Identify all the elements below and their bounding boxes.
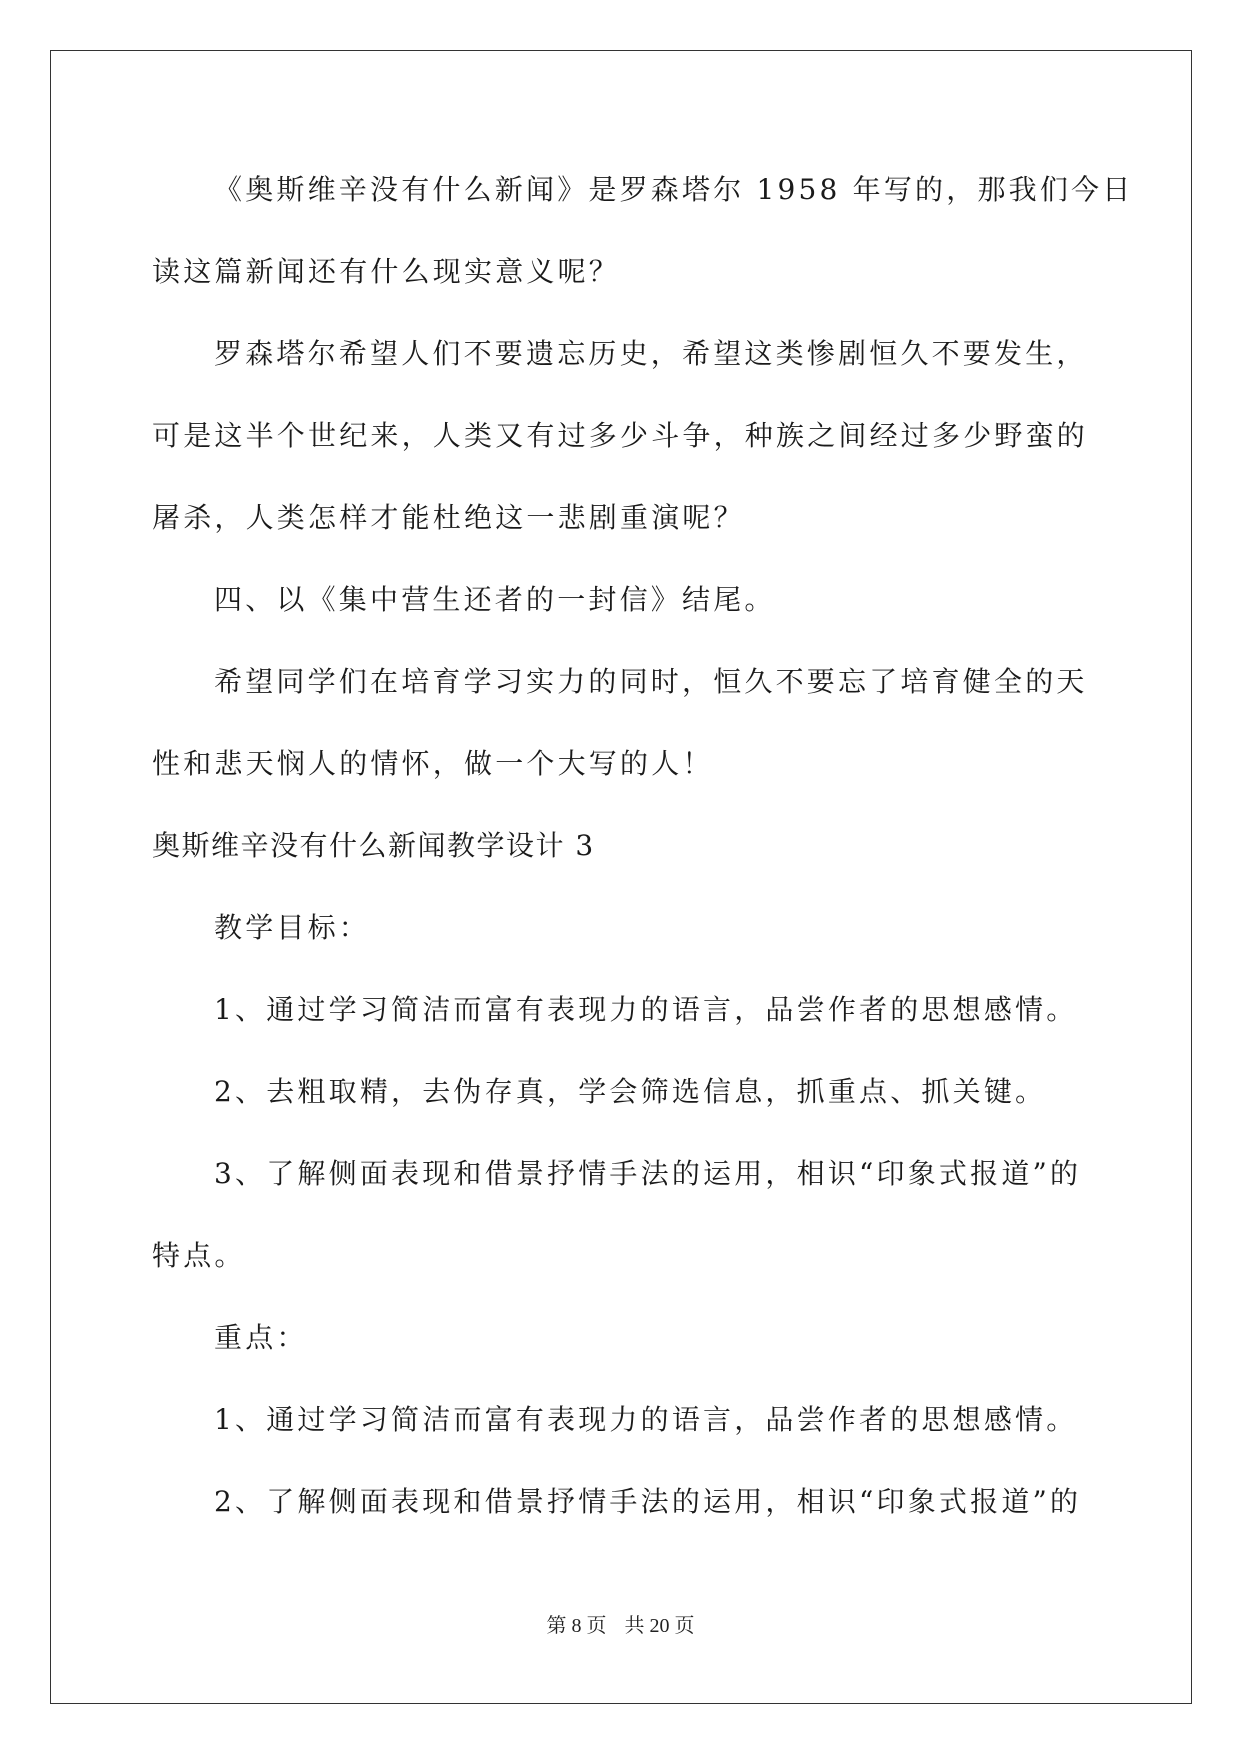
page-footer (0, 1614, 1241, 1638)
paragraph-line: 1、通过学习简洁而富有表现力的语言，品尝作者的思想感情。 (214, 1403, 1078, 1436)
paragraph-line: 四、以《集中营生还者的一封信》结尾。 (214, 583, 776, 616)
page-total: 共 20 页 (624, 1615, 695, 1637)
paragraph-line: 特点。 (152, 1239, 246, 1272)
paragraph-line: 1、通过学习简洁而富有表现力的语言，品尝作者的思想感情。 (214, 993, 1078, 1026)
paragraph-line: 性和悲天悯人的情怀，做一个大写的人！ (152, 747, 714, 780)
page-border (50, 50, 1192, 1704)
paragraph-line: 《奥斯维辛没有什么新闻》是罗森塔尔 1958 年写的，那我们今日 (214, 173, 1134, 206)
paragraph-line: 读这篇新闻还有什么现实意义呢？ (152, 255, 621, 288)
paragraph-line: 罗森塔尔希望人们不要遗忘历史，希望这类惨剧恒久不要发生， (214, 337, 1088, 370)
paragraph-line: 屠杀，人类怎样才能杜绝这一悲剧重演呢？ (152, 501, 745, 534)
paragraph-line: 希望同学们在培育学习实力的同时，恒久不要忘了培育健全的天 (214, 665, 1088, 698)
paragraph-line: 可是这半个世纪来，人类又有过多少斗争，种族之间经过多少野蛮的 (152, 419, 1089, 452)
paragraph-line: 重点： (214, 1321, 308, 1354)
paragraph-line: 2、去粗取精，去伪存真，学会筛选信息，抓重点、抓关键。 (214, 1075, 1047, 1108)
section-heading: 奥斯维辛没有什么新闻教学设计 3 (152, 829, 595, 862)
paragraph-line: 2、了解侧面表现和借景抒情手法的运用，相识“印象式报道”的 (214, 1485, 1082, 1518)
paragraph-line: 教学目标： (214, 911, 371, 944)
page-number: 第 8 页 (546, 1615, 607, 1637)
paragraph-line: 3、了解侧面表现和借景抒情手法的运用，相识“印象式报道”的 (214, 1157, 1082, 1190)
